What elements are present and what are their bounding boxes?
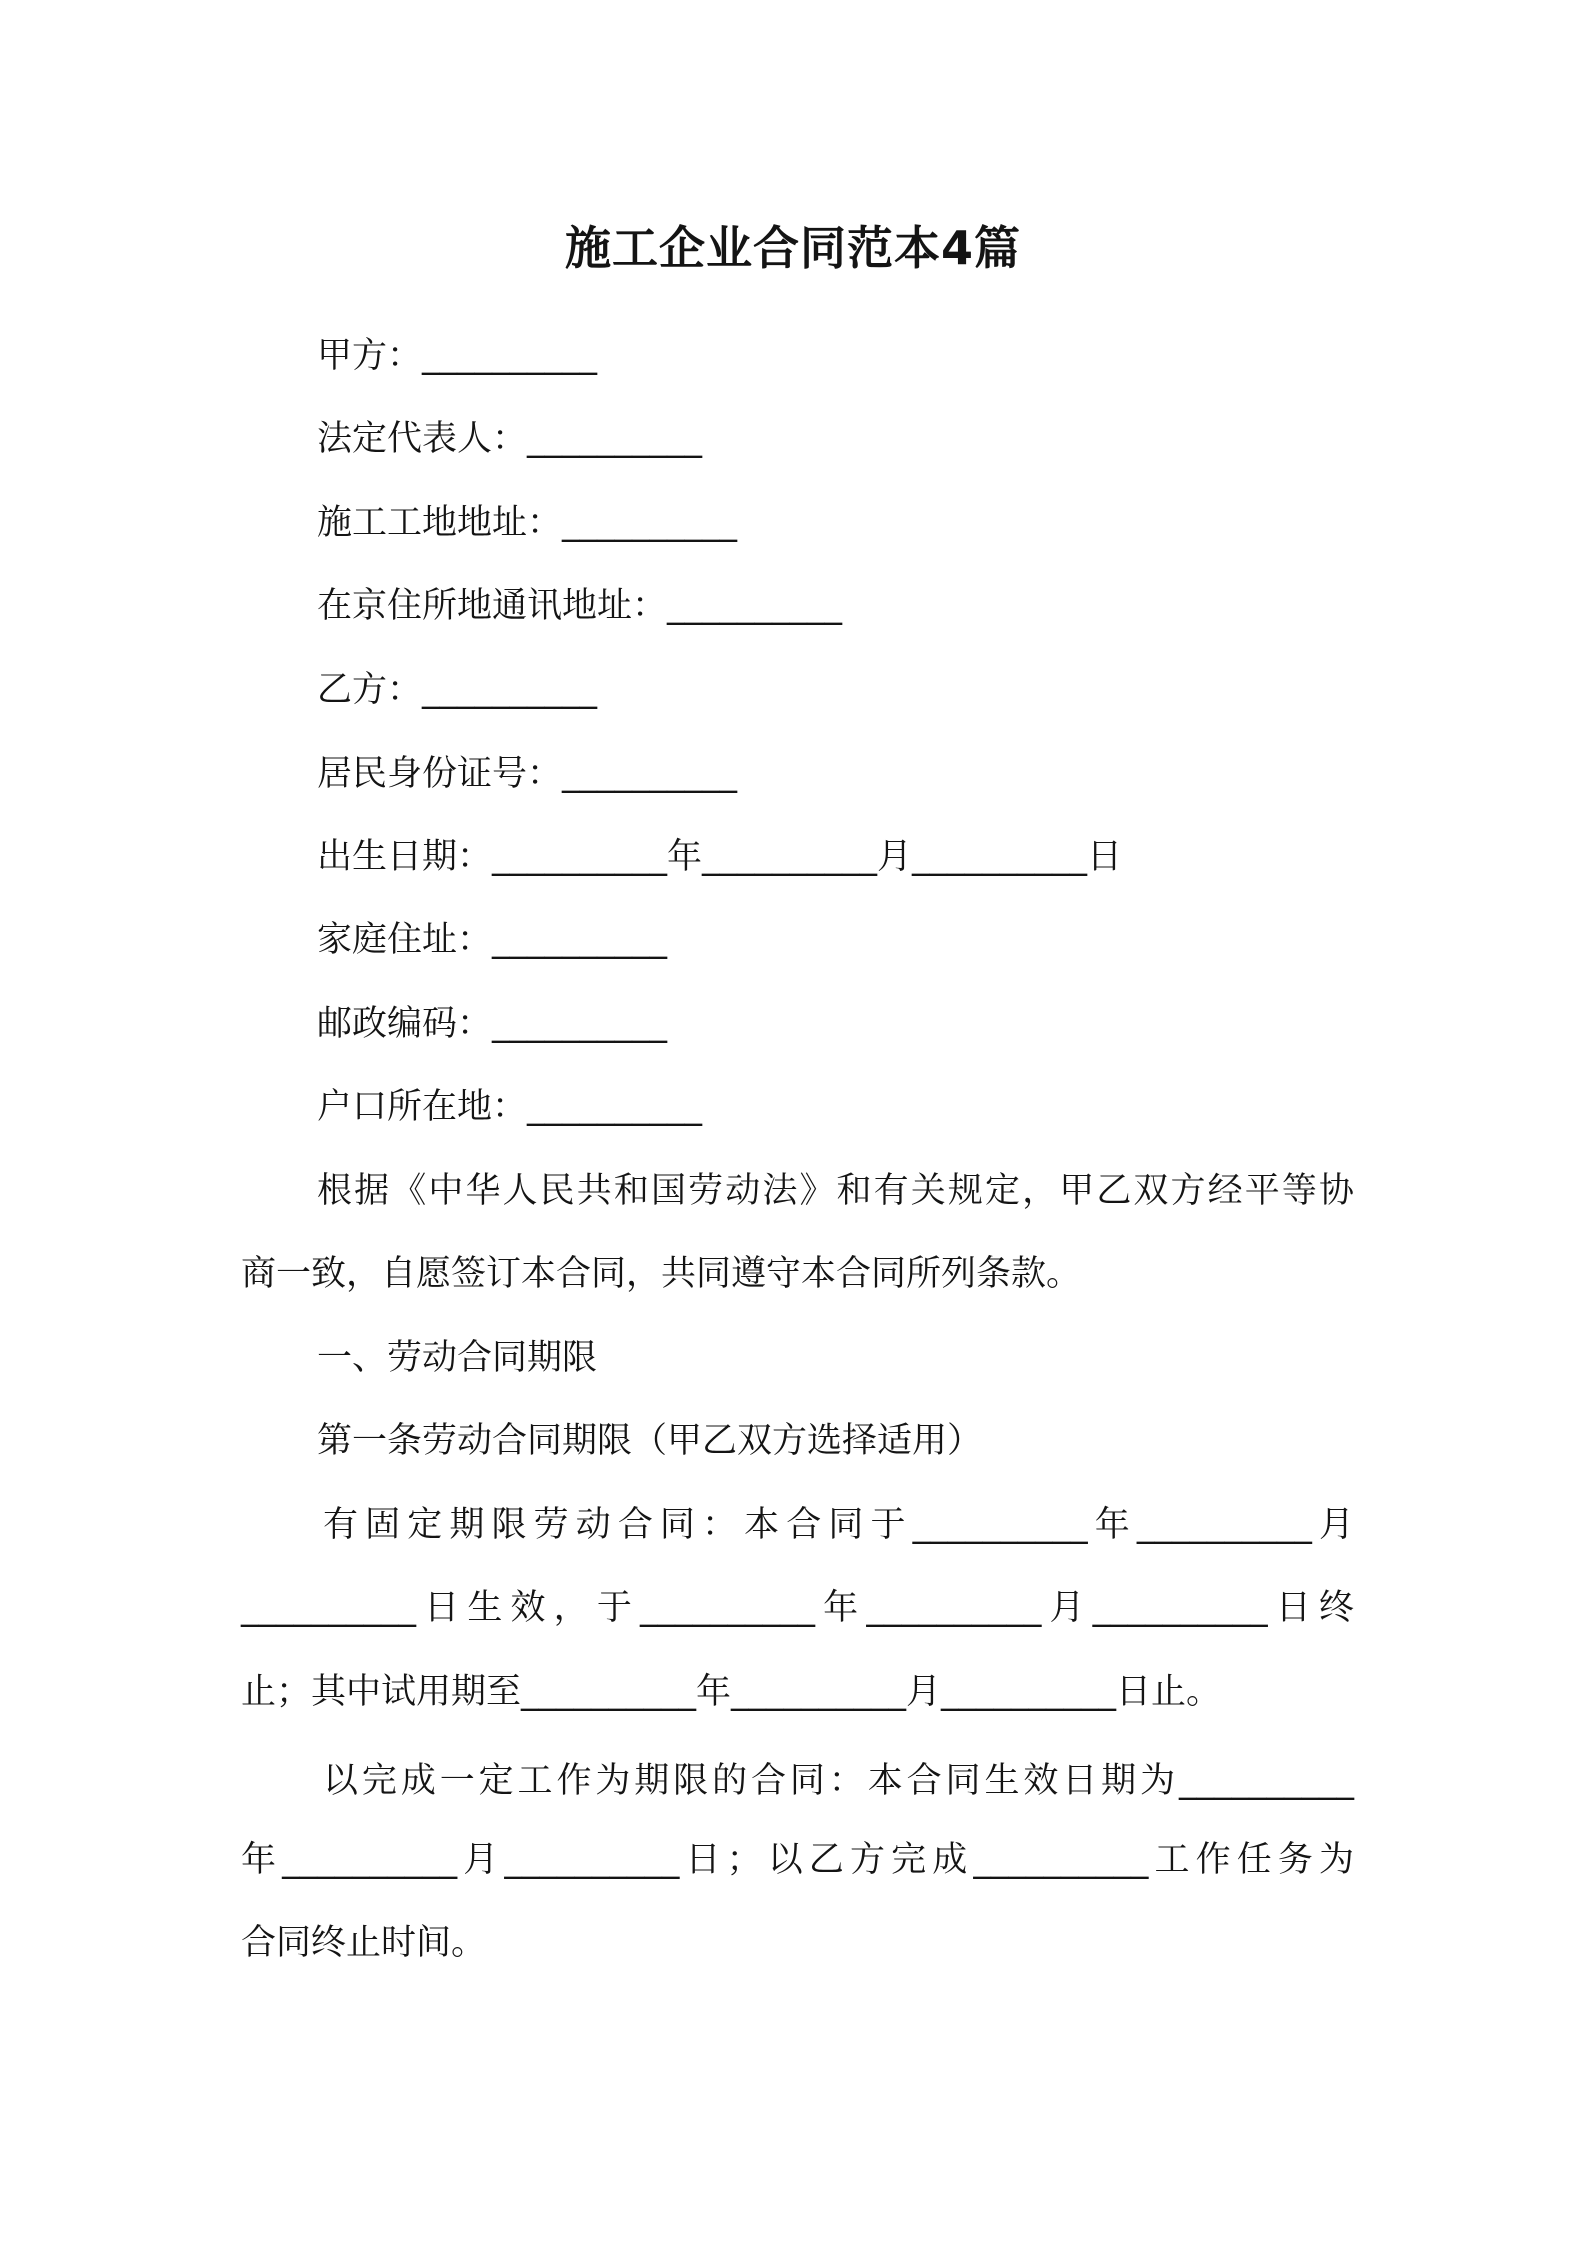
document-title: 施工企业合同范本4篇 bbox=[564, 221, 1021, 275]
task-term-line-3: 合同终止时间。 bbox=[241, 1923, 487, 1963]
field-party-b: 乙方：__________ bbox=[317, 670, 598, 710]
section-heading: 一、劳动合同期限 bbox=[317, 1338, 598, 1378]
fixed-term-line-3: 止；其中试用期至__________年__________月__________日止。 bbox=[241, 1672, 1222, 1712]
field-site-address: 施工工地地址：__________ bbox=[317, 503, 738, 543]
task-term-line-1: 以完成一定工作为期限的合同：本合同生效日期为__________ bbox=[323, 1761, 1354, 1801]
fixed-term-line-1: 有固定期限劳动合同：本合同于__________年__________月 bbox=[323, 1505, 1354, 1545]
field-household-registration: 户口所在地：__________ bbox=[317, 1087, 703, 1127]
fixed-term-line-2: __________日生效，于__________年__________月__________日终 bbox=[241, 1588, 1354, 1628]
task-term-line-2: 年__________月__________日；以乙方完成__________工作任务为 bbox=[241, 1840, 1354, 1880]
field-home-address: 家庭住址：__________ bbox=[317, 920, 668, 960]
field-party-a: 甲方：__________ bbox=[317, 336, 598, 376]
field-id-number: 居民身份证号：__________ bbox=[317, 754, 738, 794]
article-heading: 第一条劳动合同期限（甲乙双方选择适用） bbox=[317, 1421, 983, 1461]
field-legal-representative: 法定代表人：__________ bbox=[317, 419, 703, 459]
field-postal-code: 邮政编码：__________ bbox=[317, 1004, 668, 1044]
field-birth-date: 出生日期：__________年__________月__________日 bbox=[317, 837, 1123, 877]
preamble-line-2: 商一致，自愿签订本合同，共同遵守本合同所列条款。 bbox=[241, 1254, 1082, 1294]
preamble-line-1: 根据《中华人民共和国劳动法》和有关规定，甲乙双方经平等协 bbox=[317, 1171, 1354, 1211]
field-beijing-address: 在京住所地通讯地址：__________ bbox=[317, 586, 843, 626]
